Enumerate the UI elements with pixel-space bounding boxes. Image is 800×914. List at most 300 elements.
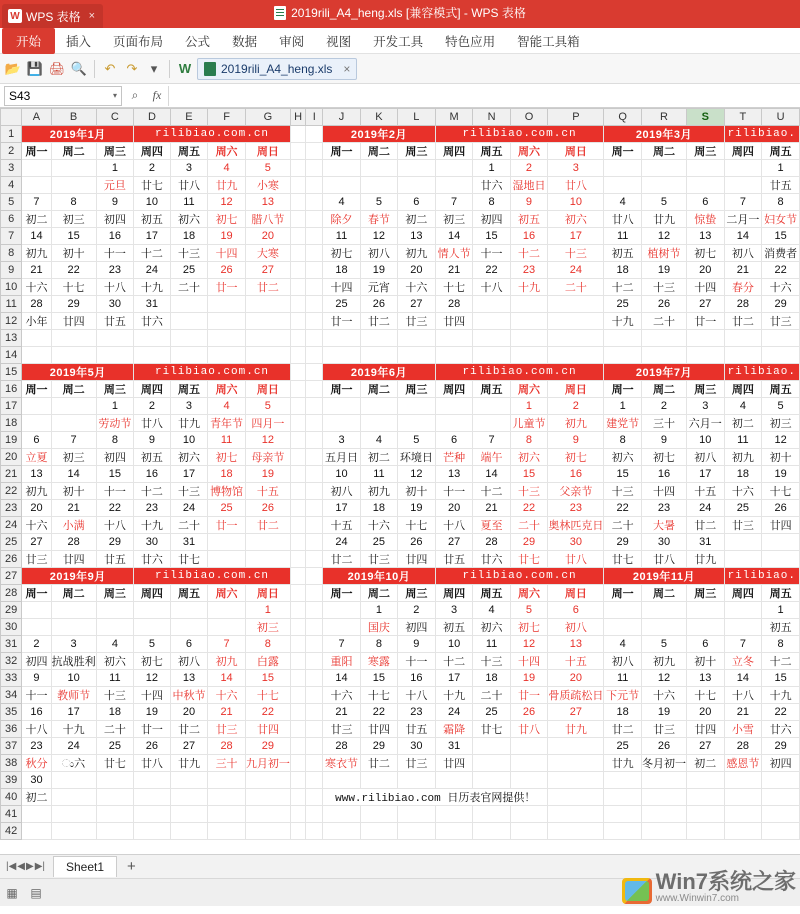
grid-cell-J32[interactable]: 重阳 [323, 653, 361, 670]
grid-cell-N8[interactable]: 十一 [473, 245, 510, 262]
grid-cell-H19[interactable] [290, 432, 305, 449]
grid-cell-O18[interactable]: 儿童节 [510, 415, 548, 432]
grid-cell-D20[interactable]: 初五 [134, 449, 170, 466]
menu-item-view[interactable]: 视图 [326, 34, 352, 49]
grid-cell-U24[interactable]: 廿四 [762, 517, 800, 534]
grid-cell-M22[interactable]: 十一 [435, 483, 473, 500]
grid-cell-C31[interactable]: 4 [96, 636, 134, 653]
print-preview-icon[interactable]: 🔍 [70, 60, 88, 76]
grid-cell-G30[interactable]: 初三 [245, 619, 290, 636]
grid-cell-S40[interactable] [686, 789, 724, 806]
grid-cell-A30[interactable] [22, 619, 51, 636]
grid-cell-U33[interactable]: 15 [762, 670, 800, 687]
grid-cell-S13[interactable] [686, 330, 724, 347]
grid-cell-D37[interactable]: 26 [134, 738, 170, 755]
grid-cell-O14[interactable] [510, 347, 548, 364]
column-header-s[interactable]: S [686, 109, 724, 126]
column-header-c[interactable]: C [96, 109, 134, 126]
grid-cell-I4[interactable] [306, 177, 323, 194]
grid-cell-O5[interactable]: 9 [510, 194, 548, 211]
grid-cell-L22[interactable]: 初十 [397, 483, 435, 500]
grid-cell-A39[interactable]: 30 [22, 772, 51, 789]
grid-cell-H37[interactable] [290, 738, 305, 755]
grid-cell-C3[interactable]: 1 [96, 160, 134, 177]
grid-cell-D12[interactable]: 廿六 [134, 313, 170, 330]
grid-cell-A13[interactable] [22, 330, 51, 347]
grid-cell-G4[interactable]: 小寒 [245, 177, 290, 194]
row-header-23[interactable]: 23 [1, 500, 22, 517]
grid-cell-K18[interactable] [360, 415, 397, 432]
grid-cell-N33[interactable]: 18 [473, 670, 510, 687]
grid-cell-I11[interactable] [306, 296, 323, 313]
grid-cell-R16[interactable]: 周二 [641, 381, 686, 398]
grid-cell-H29[interactable] [290, 602, 305, 619]
grid-cell-N19[interactable]: 7 [473, 432, 510, 449]
grid-cell-F22[interactable]: 博物馆 [208, 483, 246, 500]
grid-cell-F14[interactable] [208, 347, 246, 364]
grid-cell-K23[interactable]: 18 [360, 500, 397, 517]
grid-cell-Q9[interactable]: 18 [604, 262, 642, 279]
grid-cell-P4[interactable]: 廿八 [548, 177, 604, 194]
grid-cell-B14[interactable] [51, 347, 96, 364]
grid-cell-M13[interactable] [435, 330, 473, 347]
grid-cell-F41[interactable] [208, 806, 246, 823]
grid-cell-D18[interactable]: 廿八 [134, 415, 170, 432]
grid-cell-C40[interactable] [96, 789, 134, 806]
grid-cell-E12[interactable] [170, 313, 208, 330]
grid-cell-D11[interactable]: 31 [134, 296, 170, 313]
grid-cell-G12[interactable] [245, 313, 290, 330]
grid-cell-J15[interactable]: 2019年6月 [323, 364, 436, 381]
grid-cell-J7[interactable]: 11 [323, 228, 361, 245]
grid-cell-B42[interactable] [51, 823, 96, 840]
grid-cell-T41[interactable] [724, 806, 762, 823]
grid-cell-J41[interactable] [323, 806, 361, 823]
grid-cell-E9[interactable]: 25 [170, 262, 208, 279]
grid-cell-I36[interactable] [306, 721, 323, 738]
grid-cell-S10[interactable]: 十四 [686, 279, 724, 296]
grid-cell-K31[interactable]: 8 [360, 636, 397, 653]
grid-cell-K32[interactable]: 寒露 [360, 653, 397, 670]
grid-cell-Q30[interactable] [604, 619, 642, 636]
grid-cell-C20[interactable]: 初四 [96, 449, 134, 466]
grid-cell-M36[interactable]: 霜降 [435, 721, 473, 738]
grid-cell-D7[interactable]: 17 [134, 228, 170, 245]
grid-cell-O41[interactable] [510, 806, 548, 823]
grid-cell-C12[interactable]: 廿五 [96, 313, 134, 330]
grid-cell-O20[interactable]: 初六 [510, 449, 548, 466]
grid-cell-D27[interactable]: rilibiao.com.cn [134, 568, 291, 585]
grid-cell-F4[interactable]: 廿九 [208, 177, 246, 194]
grid-cell-F21[interactable]: 18 [208, 466, 246, 483]
grid-cell-K38[interactable]: 廿二 [360, 755, 397, 772]
grid-cell-T38[interactable]: 感恩节 [724, 755, 762, 772]
grid-cell-G3[interactable]: 5 [245, 160, 290, 177]
grid-cell-O10[interactable]: 十九 [510, 279, 548, 296]
grid-cell-A8[interactable]: 初九 [22, 245, 51, 262]
grid-cell-S9[interactable]: 20 [686, 262, 724, 279]
grid-cell-O24[interactable]: 二十 [510, 517, 548, 534]
grid-cell-Q7[interactable]: 11 [604, 228, 642, 245]
grid-cell-R34[interactable]: 十六 [641, 687, 686, 704]
grid-cell-S2[interactable]: 周三 [686, 143, 724, 160]
grid-cell-H35[interactable] [290, 704, 305, 721]
grid-cell-M14[interactable] [435, 347, 473, 364]
grid-cell-E28[interactable]: 周五 [170, 585, 208, 602]
grid-cell-P41[interactable] [548, 806, 604, 823]
grid-cell-K14[interactable] [360, 347, 397, 364]
grid-cell-G32[interactable]: 白露 [245, 653, 290, 670]
grid-cell-J21[interactable]: 10 [323, 466, 361, 483]
grid-cell-T30[interactable] [724, 619, 762, 636]
grid-cell-K41[interactable] [360, 806, 397, 823]
grid-cell-L5[interactable]: 6 [397, 194, 435, 211]
grid-cell-T26[interactable] [724, 551, 762, 568]
row-header-30[interactable]: 30 [1, 619, 22, 636]
grid-cell-G25[interactable] [245, 534, 290, 551]
grid-cell-P5[interactable]: 10 [548, 194, 604, 211]
grid-cell-G17[interactable]: 5 [245, 398, 290, 415]
grid-cell-R20[interactable]: 初七 [641, 449, 686, 466]
grid-cell-F9[interactable]: 26 [208, 262, 246, 279]
grid-cell-G19[interactable]: 12 [245, 432, 290, 449]
grid-cell-D10[interactable]: 十九 [134, 279, 170, 296]
grid-cell-C9[interactable]: 23 [96, 262, 134, 279]
grid-cell-U30[interactable]: 初五 [762, 619, 800, 636]
grid-cell-A26[interactable]: 廿三 [22, 551, 51, 568]
row-header-9[interactable]: 9 [1, 262, 22, 279]
grid-cell-H33[interactable] [290, 670, 305, 687]
grid-cell-E16[interactable]: 周五 [170, 381, 208, 398]
grid-cell-D41[interactable] [134, 806, 170, 823]
grid-cell-S14[interactable] [686, 347, 724, 364]
grid-cell-O16[interactable]: 周六 [510, 381, 548, 398]
grid-cell-B10[interactable]: 十七 [51, 279, 96, 296]
grid-cell-B31[interactable]: 3 [51, 636, 96, 653]
grid-cell-A17[interactable] [22, 398, 51, 415]
grid-cell-T6[interactable]: 二月一 [724, 211, 762, 228]
grid-cell-M1[interactable]: rilibiao.com.cn [435, 126, 604, 143]
first-sheet-icon[interactable]: |◀ [6, 861, 17, 872]
grid-cell-O37[interactable] [510, 738, 548, 755]
grid-cell-L39[interactable] [397, 772, 435, 789]
grid-cell-O6[interactable]: 初五 [510, 211, 548, 228]
grid-cell-D32[interactable]: 初七 [134, 653, 170, 670]
menu-item-data[interactable]: 数据 [232, 34, 258, 49]
grid-cell-E36[interactable]: 廿二 [170, 721, 208, 738]
grid-cell-S24[interactable]: 廿二 [686, 517, 724, 534]
grid-cell-N39[interactable] [473, 772, 510, 789]
grid-cell-Q22[interactable]: 十三 [604, 483, 642, 500]
grid-cell-D13[interactable] [134, 330, 170, 347]
grid-cell-M16[interactable]: 周四 [435, 381, 473, 398]
grid-cell-N20[interactable]: 端午 [473, 449, 510, 466]
grid-cell-R5[interactable]: 5 [641, 194, 686, 211]
grid-cell-E22[interactable]: 十三 [170, 483, 208, 500]
grid-cell-K30[interactable]: 国庆 [360, 619, 397, 636]
grid-cell-E32[interactable]: 初八 [170, 653, 208, 670]
menu-item-page-layout[interactable]: 页面布局 [113, 34, 164, 49]
column-header-f[interactable]: F [208, 109, 246, 126]
grid-cell-C4[interactable]: 元旦 [96, 177, 134, 194]
grid-cell-G7[interactable]: 20 [245, 228, 290, 245]
grid-cell-N22[interactable]: 十二 [473, 483, 510, 500]
grid-cell-S38[interactable]: 初二 [686, 755, 724, 772]
row-header-24[interactable]: 24 [1, 517, 22, 534]
grid-cell-D23[interactable]: 23 [134, 500, 170, 517]
grid-cell-R6[interactable]: 廿九 [641, 211, 686, 228]
grid-cell-P8[interactable]: 十三 [548, 245, 604, 262]
grid-cell-J42[interactable] [323, 823, 361, 840]
menu-item-review[interactable]: 审阅 [279, 34, 305, 49]
grid-cell-K8[interactable]: 初八 [360, 245, 397, 262]
grid-cell-C21[interactable]: 15 [96, 466, 134, 483]
row-header-16[interactable]: 16 [1, 381, 22, 398]
grid-cell-L38[interactable]: 廿三 [397, 755, 435, 772]
grid-cell-Q2[interactable]: 周一 [604, 143, 642, 160]
grid-cell-U11[interactable]: 29 [762, 296, 800, 313]
grid-cell-F24[interactable]: 廿一 [208, 517, 246, 534]
column-header-n[interactable]: N [473, 109, 510, 126]
grid-cell-K7[interactable]: 12 [360, 228, 397, 245]
row-header-39[interactable]: 39 [1, 772, 22, 789]
grid-cell-A4[interactable] [22, 177, 51, 194]
grid-cell-R19[interactable]: 9 [641, 432, 686, 449]
grid-cell-T37[interactable]: 28 [724, 738, 762, 755]
grid-cell-S30[interactable] [686, 619, 724, 636]
grid-cell-F26[interactable] [208, 551, 246, 568]
grid-cell-D17[interactable]: 2 [134, 398, 170, 415]
grid-cell-O17[interactable]: 1 [510, 398, 548, 415]
grid-cell-M26[interactable]: 廿五 [435, 551, 473, 568]
grid-cell-M31[interactable]: 10 [435, 636, 473, 653]
menu-item-featured-apps[interactable]: 特色应用 [445, 34, 496, 49]
grid-cell-T16[interactable]: 周四 [724, 381, 762, 398]
grid-cell-B36[interactable]: 十九 [51, 721, 96, 738]
grid-cell-K5[interactable]: 5 [360, 194, 397, 211]
grid-cell-K25[interactable]: 25 [360, 534, 397, 551]
grid-cell-J17[interactable] [323, 398, 361, 415]
grid-cell-S29[interactable] [686, 602, 724, 619]
grid-cell-H34[interactable] [290, 687, 305, 704]
grid-cell-P7[interactable]: 17 [548, 228, 604, 245]
grid-cell-I41[interactable] [306, 806, 323, 823]
grid-cell-I32[interactable] [306, 653, 323, 670]
grid-cell-R29[interactable] [641, 602, 686, 619]
close-icon[interactable]: × [88, 10, 96, 22]
grid-cell-H8[interactable] [290, 245, 305, 262]
grid-cell-C13[interactable] [96, 330, 134, 347]
grid-cell-E17[interactable]: 3 [170, 398, 208, 415]
grid-cell-R26[interactable]: 廿八 [641, 551, 686, 568]
grid-cell-L21[interactable]: 12 [397, 466, 435, 483]
grid-cell-S6[interactable]: 惊蛰 [686, 211, 724, 228]
grid-cell-C23[interactable]: 22 [96, 500, 134, 517]
page-layout-view-icon[interactable]: ▤ [30, 885, 42, 900]
grid-cell-D29[interactable] [134, 602, 170, 619]
grid-cell-O36[interactable]: 廿八 [510, 721, 548, 738]
grid-cell-K29[interactable]: 1 [360, 602, 397, 619]
grid-cell-B4[interactable] [51, 177, 96, 194]
grid-cell-M17[interactable] [435, 398, 473, 415]
grid-cell-J26[interactable]: 廿二 [323, 551, 361, 568]
grid-cell-G35[interactable]: 22 [245, 704, 290, 721]
grid-cell-J22[interactable]: 初八 [323, 483, 361, 500]
row-header-31[interactable]: 31 [1, 636, 22, 653]
grid-cell-Q27[interactable]: 2019年11月 [604, 568, 724, 585]
grid-cell-T13[interactable] [724, 330, 762, 347]
grid-cell-C6[interactable]: 初四 [96, 211, 134, 228]
grid-cell-Q1[interactable]: 2019年3月 [604, 126, 724, 143]
grid-cell-P10[interactable]: 二十 [548, 279, 604, 296]
grid-cell-F8[interactable]: 十四 [208, 245, 246, 262]
grid-cell-H5[interactable] [290, 194, 305, 211]
grid-cell-T36[interactable]: 小雪 [724, 721, 762, 738]
grid-cell-L13[interactable] [397, 330, 435, 347]
grid-cell-J8[interactable]: 初七 [323, 245, 361, 262]
grid-cell-Q24[interactable]: 二十 [604, 517, 642, 534]
grid-cell-S28[interactable]: 周三 [686, 585, 724, 602]
grid-cell-M29[interactable]: 3 [435, 602, 473, 619]
column-header-l[interactable]: L [397, 109, 435, 126]
grid-cell-E42[interactable] [170, 823, 208, 840]
grid-cell-A6[interactable]: 初二 [22, 211, 51, 228]
grid-cell-K2[interactable]: 周二 [360, 143, 397, 160]
grid-cell-T18[interactable]: 初二 [724, 415, 762, 432]
grid-cell-N26[interactable]: 廿六 [473, 551, 510, 568]
grid-cell-S41[interactable] [686, 806, 724, 823]
grid-cell-T1[interactable]: rilibiao. [724, 126, 799, 143]
grid-cell-I10[interactable] [306, 279, 323, 296]
grid-cell-L24[interactable]: 十七 [397, 517, 435, 534]
grid-cell-N37[interactable] [473, 738, 510, 755]
next-sheet-icon[interactable]: ▶ [26, 861, 34, 872]
row-header-36[interactable]: 36 [1, 721, 22, 738]
grid-cell-U4[interactable]: 廿五 [762, 177, 800, 194]
grid-cell-T24[interactable]: 廿三 [724, 517, 762, 534]
grid-cell-G9[interactable]: 27 [245, 262, 290, 279]
grid-cell-I12[interactable] [306, 313, 323, 330]
grid-cell-R36[interactable]: 廿三 [641, 721, 686, 738]
grid-cell-A9[interactable]: 21 [22, 262, 51, 279]
menu-item-smart-toolbox[interactable]: 智能工具箱 [517, 34, 580, 49]
grid-cell-J39[interactable] [323, 772, 361, 789]
grid-cell-A29[interactable] [22, 602, 51, 619]
grid-cell-Q26[interactable]: 廿七 [604, 551, 642, 568]
grid-cell-E11[interactable] [170, 296, 208, 313]
grid-cell-H21[interactable] [290, 466, 305, 483]
grid-cell-M6[interactable]: 初三 [435, 211, 473, 228]
grid-cell-N31[interactable]: 11 [473, 636, 510, 653]
grid-cell-D21[interactable]: 16 [134, 466, 170, 483]
grid-cell-A42[interactable] [22, 823, 51, 840]
grid-cell-G24[interactable]: 廿二 [245, 517, 290, 534]
grid-cell-S25[interactable]: 31 [686, 534, 724, 551]
grid-cell-R24[interactable]: 大暑 [641, 517, 686, 534]
grid-cell-A7[interactable]: 14 [22, 228, 51, 245]
menu-item-start[interactable]: 开始 [2, 28, 55, 54]
grid-cell-P17[interactable]: 2 [548, 398, 604, 415]
grid-cell-G26[interactable] [245, 551, 290, 568]
grid-cell-E34[interactable]: 中秋节 [170, 687, 208, 704]
grid-cell-L29[interactable]: 2 [397, 602, 435, 619]
grid-cell-S21[interactable]: 17 [686, 466, 724, 483]
grid-cell-A2[interactable]: 周一 [22, 143, 51, 160]
grid-cell-H23[interactable] [290, 500, 305, 517]
row-header-10[interactable]: 10 [1, 279, 22, 296]
grid-cell-Q21[interactable]: 15 [604, 466, 642, 483]
grid-cell-O34[interactable]: 廿一 [510, 687, 548, 704]
column-header-o[interactable]: O [510, 109, 548, 126]
grid-cell-F35[interactable]: 21 [208, 704, 246, 721]
grid-cell-L25[interactable]: 26 [397, 534, 435, 551]
grid-cell-I24[interactable] [306, 517, 323, 534]
grid-cell-G39[interactable] [245, 772, 290, 789]
grid-cell-O3[interactable]: 2 [510, 160, 548, 177]
grid-cell-M33[interactable]: 17 [435, 670, 473, 687]
grid-cell-R23[interactable]: 23 [641, 500, 686, 517]
grid-cell-Q5[interactable]: 4 [604, 194, 642, 211]
grid-cell-N30[interactable]: 初六 [473, 619, 510, 636]
row-header-1[interactable]: 1 [1, 126, 22, 143]
grid-cell-O32[interactable]: 十四 [510, 653, 548, 670]
grid-cell-D34[interactable]: 十四 [134, 687, 170, 704]
grid-cell-U9[interactable]: 22 [762, 262, 800, 279]
grid-cell-C42[interactable] [96, 823, 134, 840]
grid-cell-J27[interactable]: 2019年10月 [323, 568, 436, 585]
grid-cell-P38[interactable] [548, 755, 604, 772]
grid-cell-L4[interactable] [397, 177, 435, 194]
grid-cell-R12[interactable]: 二十 [641, 313, 686, 330]
grid-cell-U31[interactable]: 8 [762, 636, 800, 653]
grid-cell-Q15[interactable]: 2019年7月 [604, 364, 724, 381]
grid-cell-A28[interactable]: 周一 [22, 585, 51, 602]
column-header-g[interactable]: G [245, 109, 290, 126]
grid-cell-H41[interactable] [290, 806, 305, 823]
grid-cell-F12[interactable] [208, 313, 246, 330]
grid-cell-S34[interactable]: 十七 [686, 687, 724, 704]
grid-cell-S20[interactable]: 初八 [686, 449, 724, 466]
row-header-22[interactable]: 22 [1, 483, 22, 500]
grid-cell-O9[interactable]: 23 [510, 262, 548, 279]
grid-cell-U18[interactable]: 初三 [762, 415, 800, 432]
grid-cell-K24[interactable]: 十六 [360, 517, 397, 534]
grid-cell-U32[interactable]: 十二 [762, 653, 800, 670]
row-header-28[interactable]: 28 [1, 585, 22, 602]
grid-cell-G14[interactable] [245, 347, 290, 364]
grid-cell-R3[interactable] [641, 160, 686, 177]
grid-cell-F10[interactable]: 廿一 [208, 279, 246, 296]
grid-cell-M37[interactable]: 31 [435, 738, 473, 755]
grid-cell-H6[interactable] [290, 211, 305, 228]
grid-cell-J23[interactable]: 17 [323, 500, 361, 517]
grid-cell-F39[interactable] [208, 772, 246, 789]
grid-cell-N3[interactable]: 1 [473, 160, 510, 177]
grid-cell-L37[interactable]: 30 [397, 738, 435, 755]
grid-cell-I16[interactable] [306, 381, 323, 398]
grid-cell-C7[interactable]: 16 [96, 228, 134, 245]
grid-cell-Q12[interactable]: 十九 [604, 313, 642, 330]
grid-cell-B39[interactable] [51, 772, 96, 789]
grid-cell-C36[interactable]: 二十 [96, 721, 134, 738]
grid-cell-F18[interactable]: 青年节 [208, 415, 246, 432]
grid-cell-A23[interactable]: 20 [22, 500, 51, 517]
grid-cell-I35[interactable] [306, 704, 323, 721]
grid-cell-P9[interactable]: 24 [548, 262, 604, 279]
grid-cell-O29[interactable]: 5 [510, 602, 548, 619]
grid-cell-I15[interactable] [306, 364, 323, 381]
grid-cell-D42[interactable] [134, 823, 170, 840]
